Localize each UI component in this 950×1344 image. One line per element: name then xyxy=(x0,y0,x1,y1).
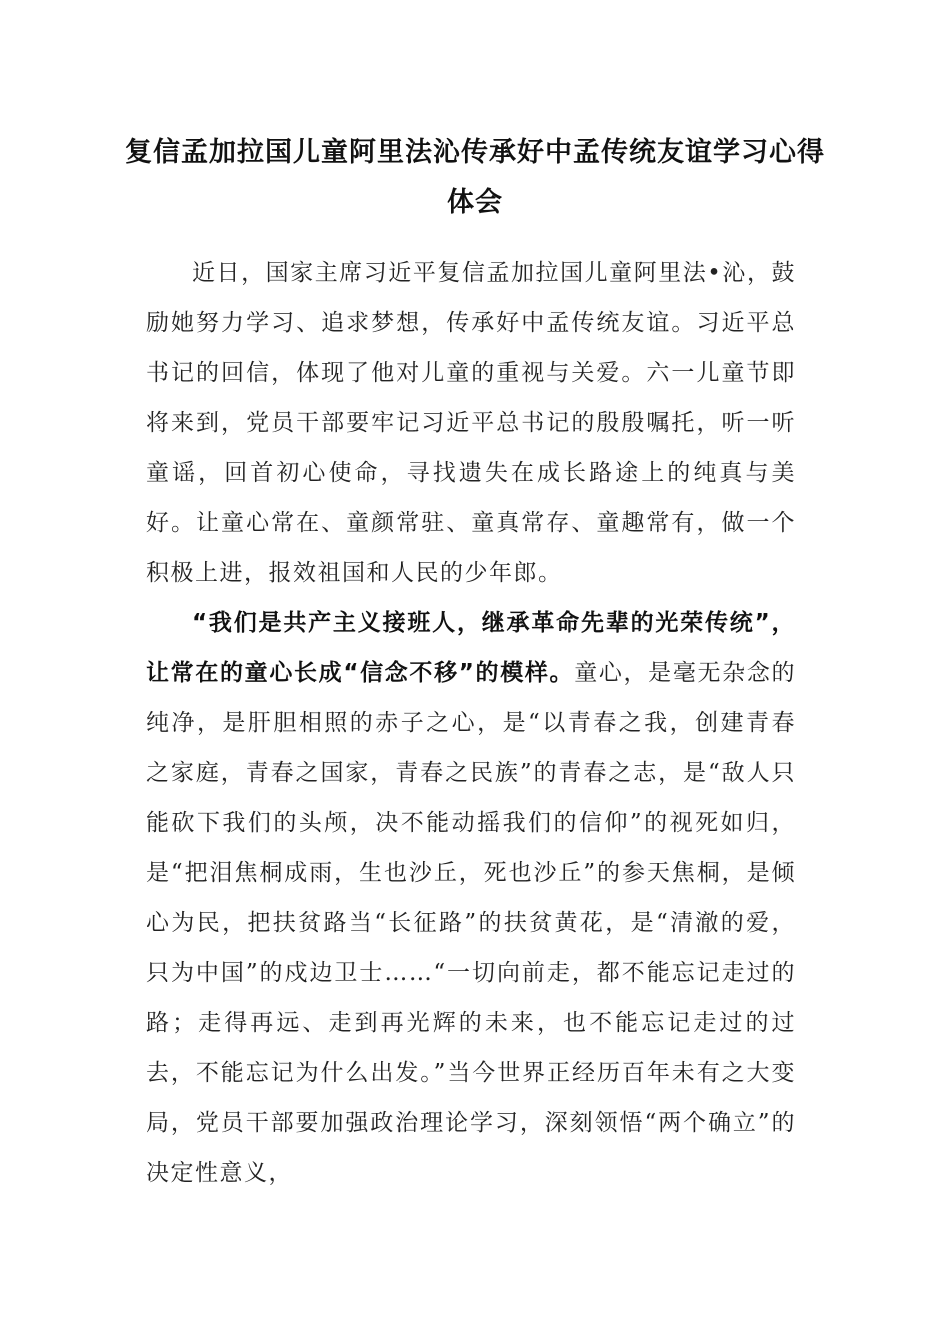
paragraph-text: 近日，国家主席习近平复信孟加拉国儿童阿里法•沁，鼓励她努力学习、追求梦想，传承好中孟传统友谊。习近平总书记的回信，体现了他对儿童的重视与关爱。六一儿童节即将来到，党员干部要牢记习近平总书记的殷殷嘱托，听一听童谣，回首初心使命，寻找遗失在成长路途上的纯真与美好。让童心常在、童颜常驻、童真常存、童趣常有，做一个积极上进，报效祖国和人民的少年郎。 xyxy=(146,260,796,586)
paragraph-text: 童心，是毫无杂念的纯净，是肝胆相照的赤子之心，是“以青春之我，创建青春之家庭，青春之国家，青春之民族”的青春之志，是“敌人只能砍下我们的头颅，决不能动摇我们的信仰”的视死如归，是“把泪焦桐成雨，生也沙丘，死也沙丘”的参天焦桐，是倾心为民，把扶贫路当“长征路”的扶贫黄花，是“清澈的爱，只为中国”的戍边卫士……“一切向前走，都不能忘记走过的路；走得再远、走到再光辉的未来，也不能忘记走过的过去，不能忘记为什么出发。”当今世界正经历百年未有之大变局，党员干部要加强政治理论学习，深刻领悟“两个确立”的决定性意义， xyxy=(146,660,796,1186)
document-title: 复信孟加拉国儿童阿里法沁传承好中孟传统友谊学习心得体会 xyxy=(125,137,825,218)
paragraph-childlike-heart xyxy=(146,598,796,1198)
paragraph-intro xyxy=(146,248,796,598)
document-body xyxy=(146,248,796,1198)
paragraph-lead: “我们是共产主义接班人，继承革命先辈的光荣传统”，让常在的童心长成“信念不移”的模样。 xyxy=(146,610,796,686)
